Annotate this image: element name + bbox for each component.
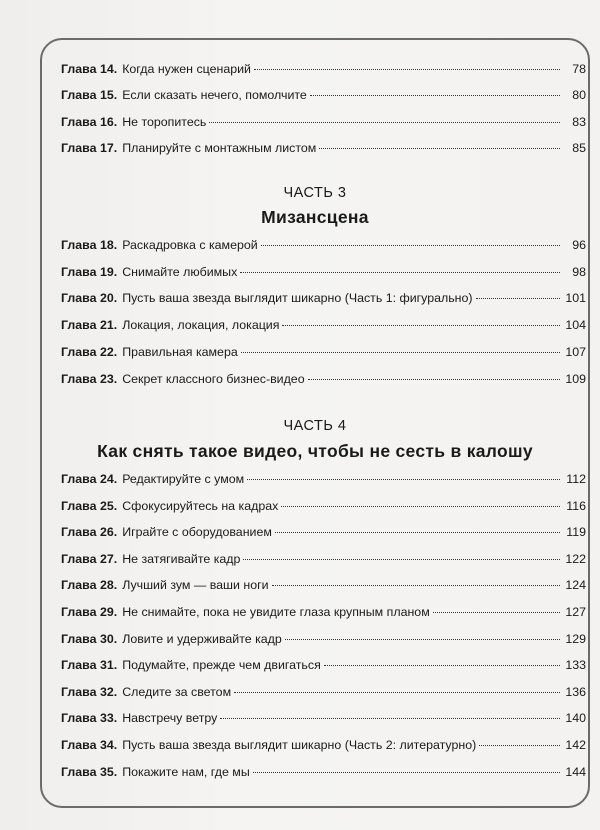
chapter-number: Глава 25. <box>61 498 118 513</box>
page-number: 98 <box>572 264 586 279</box>
page-number: 80 <box>572 88 586 103</box>
page-number: 127 <box>565 605 586 619</box>
page-number: 122 <box>565 551 586 566</box>
chapter-number: Глава 29. <box>61 605 118 619</box>
chapter-title: Навстречу ветру <box>122 711 218 726</box>
page-number: 112 <box>566 472 586 486</box>
dot-leader <box>479 745 560 746</box>
toc-entry <box>61 263 586 281</box>
toc-entry <box>61 236 586 254</box>
page-number: 107 <box>565 344 586 359</box>
part-3-title: Мизансцена <box>261 207 369 227</box>
dot-leader <box>308 379 560 380</box>
chapter-number: Глава 34. <box>61 738 118 752</box>
chapter-number: Глава 33. <box>61 711 118 726</box>
chapter-number: Глава 22. <box>61 344 118 359</box>
toc-entry <box>61 576 586 594</box>
dot-leader <box>253 772 560 773</box>
toc-entry <box>61 683 586 701</box>
toc-entry <box>61 736 586 754</box>
chapter-title: Снимайте любимых <box>122 264 238 279</box>
page-number: 109 <box>565 371 586 386</box>
chapter-title: Правильная камера <box>122 344 238 359</box>
chapter-title: Секрет классного бизнес-видео <box>122 371 305 386</box>
toc-entry <box>61 603 586 621</box>
chapter-title: Пусть ваша звезда выглядит шикарно (Часть 2: литературно) <box>122 738 477 752</box>
chapter-title: Сфокусируйтесь на кадрах <box>122 498 279 513</box>
part-4-title: Как снять такое видео, чтобы не сесть в калошу <box>97 441 533 461</box>
page-number: 104 <box>565 318 586 333</box>
dot-leader <box>285 639 560 640</box>
chapter-number: Глава 26. <box>61 525 118 540</box>
toc-entry <box>61 630 586 648</box>
dot-leader <box>272 585 560 586</box>
toc-entry <box>61 709 586 727</box>
dot-leader <box>275 532 560 533</box>
chapter-title: Пусть ваша звезда выглядит шикарно (Часть 1: фигурально) <box>122 291 473 306</box>
toc-entry <box>61 763 586 781</box>
dot-leader <box>281 506 560 507</box>
chapter-title: Если сказать нечего, помолчите <box>122 88 307 103</box>
dot-leader <box>234 692 560 693</box>
dot-leader <box>209 122 560 123</box>
toc-entry <box>61 86 586 104</box>
chapter-number: Глава 28. <box>61 578 118 593</box>
dot-leader <box>243 559 560 560</box>
chapter-number: Глава 35. <box>61 764 118 779</box>
chapter-title: Играйте с оборудованием <box>122 525 272 540</box>
chapter-number: Глава 20. <box>61 291 118 306</box>
dot-leader <box>254 69 560 70</box>
dot-leader <box>261 245 560 246</box>
page-number: 85 <box>572 140 586 155</box>
chapter-number: Глава 32. <box>61 684 118 699</box>
dot-leader <box>319 148 560 149</box>
dot-leader <box>324 665 560 666</box>
dot-leader <box>241 352 560 353</box>
dot-leader <box>433 612 560 613</box>
toc-entry <box>61 370 586 388</box>
page-number: 116 <box>566 498 586 513</box>
toc-entry <box>61 523 586 541</box>
dot-leader <box>220 718 560 719</box>
chapter-title: Следите за светом <box>122 684 232 699</box>
page-number: 136 <box>565 684 586 699</box>
chapter-number: Глава 14. <box>61 62 118 76</box>
dot-leader <box>310 95 560 96</box>
dot-leader <box>282 325 560 326</box>
page-number: 78 <box>572 62 586 76</box>
toc-entry <box>61 316 586 334</box>
page-number: 119 <box>566 525 586 540</box>
page-number: 140 <box>565 711 586 726</box>
toc-entry <box>61 60 586 78</box>
page-number: 142 <box>565 738 586 752</box>
chapter-number: Глава 31. <box>61 658 118 673</box>
page-number: 144 <box>565 764 586 779</box>
page-number: 83 <box>572 114 586 129</box>
chapter-title: Лучший зум — ваши ноги <box>122 578 269 593</box>
toc-entry <box>61 343 586 361</box>
chapter-number: Глава 27. <box>61 551 118 566</box>
toc-entry <box>61 656 586 674</box>
part-3-label: ЧАСТЬ 3 <box>283 185 347 201</box>
page-number: 96 <box>572 238 586 252</box>
chapter-number: Глава 16. <box>61 114 118 129</box>
chapter-title: Покажите нам, где мы <box>122 764 250 779</box>
page-number: 133 <box>565 658 586 673</box>
dot-leader <box>240 272 560 273</box>
part-4-label: ЧАСТЬ 4 <box>283 418 347 434</box>
chapter-number: Глава 21. <box>61 318 118 333</box>
chapter-title: Когда нужен сценарий <box>122 62 251 76</box>
chapter-number: Глава 15. <box>61 88 118 103</box>
toc-entry <box>61 470 586 488</box>
chapter-title: Ловите и удерживайте кадр <box>122 631 282 646</box>
chapter-number: Глава 17. <box>61 140 118 155</box>
chapter-title: Не торопитесь <box>122 114 207 129</box>
chapter-number: Глава 23. <box>61 371 118 386</box>
chapter-title: Раскадровка с камерой <box>122 238 258 252</box>
chapter-number: Глава 19. <box>61 264 118 279</box>
chapter-title: Не снимайте, пока не увидите глаза крупным планом <box>122 605 430 619</box>
dot-leader <box>476 298 560 299</box>
chapter-number: Глава 24. <box>61 472 118 486</box>
chapter-title: Редактируйте с умом <box>122 472 245 486</box>
toc-entry <box>61 113 586 131</box>
page-number: 101 <box>565 291 586 306</box>
chapter-title: Планируйте с монтажным листом <box>122 140 317 155</box>
chapter-title: Не затягивайте кадр <box>122 551 241 566</box>
chapter-number: Глава 30. <box>61 631 118 646</box>
dot-leader <box>247 479 560 480</box>
toc-entry <box>61 550 586 568</box>
toc-entry <box>61 497 586 515</box>
chapter-title: Локация, локация, локация <box>122 318 280 333</box>
page-number: 124 <box>565 578 586 593</box>
chapter-title: Подумайте, прежде чем двигаться <box>122 658 321 673</box>
toc-entry <box>61 289 586 307</box>
chapter-number: Глава 18. <box>61 238 118 252</box>
toc-entry <box>61 139 586 157</box>
page-number: 129 <box>565 631 586 646</box>
